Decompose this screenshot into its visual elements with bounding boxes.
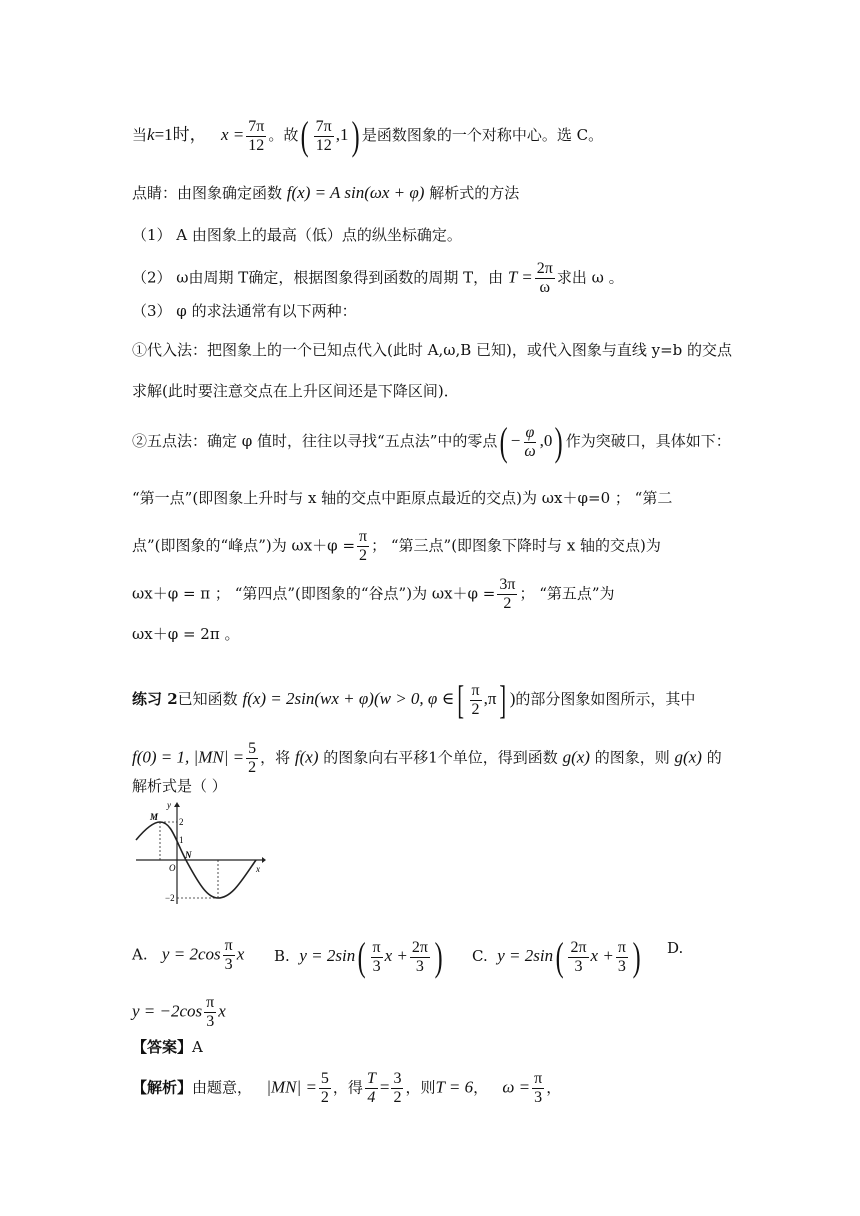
tick-1: 1 bbox=[179, 835, 184, 845]
fraction bbox=[470, 682, 482, 719]
text: 由题意， bbox=[192, 1078, 253, 1097]
fraction bbox=[246, 118, 266, 155]
math: x + bbox=[384, 946, 408, 965]
denominator: 2 bbox=[248, 759, 257, 776]
denominator: 2 bbox=[503, 595, 512, 612]
paren-right: ) bbox=[434, 934, 443, 979]
numerator: π bbox=[372, 938, 381, 956]
numerator: π bbox=[224, 937, 233, 954]
math: x bbox=[218, 1001, 226, 1021]
math: ω = bbox=[502, 1077, 531, 1097]
denominator: 2 bbox=[359, 547, 368, 564]
text: （2） ω由周期 T确定，根据图象得到函数的周期 T，由 bbox=[132, 268, 504, 287]
numerator: 5 bbox=[248, 740, 257, 757]
text: ,0 bbox=[539, 431, 553, 450]
text: 解析式的方法 bbox=[429, 184, 520, 202]
question-line-1 bbox=[132, 677, 696, 722]
denominator: 4 bbox=[367, 1089, 376, 1106]
fraction bbox=[522, 424, 537, 461]
math: y = 2sin bbox=[497, 946, 554, 965]
text: ， bbox=[473, 1078, 489, 1097]
numerator: 5 bbox=[320, 1070, 329, 1087]
math-function: f(x) = 2sin(wx + φ)(w > 0, φ ∈ bbox=[242, 689, 455, 708]
text: 作为突破口，具体如下： bbox=[565, 432, 731, 450]
denominator: ω bbox=[524, 442, 536, 460]
numerator: π bbox=[471, 681, 480, 699]
bracket-left: [ bbox=[457, 677, 465, 722]
numerator: 2π bbox=[536, 260, 553, 277]
x-label: x bbox=[256, 864, 260, 874]
denominator: 2 bbox=[320, 1089, 329, 1106]
text: 点”(即图象的“峰点”)为 ωx＋φ = bbox=[132, 536, 356, 555]
option-a[interactable] bbox=[132, 937, 244, 974]
fraction bbox=[391, 1070, 403, 1107]
fraction bbox=[223, 937, 235, 974]
option-label: B. bbox=[274, 947, 290, 965]
numerator: 3π bbox=[499, 576, 516, 593]
paren-close: ) bbox=[509, 689, 516, 708]
numerator: 7π bbox=[315, 117, 332, 135]
line-5: （3） φ 的求法通常有以下两种： bbox=[132, 302, 357, 320]
paren-left: ( bbox=[301, 113, 310, 158]
option-label: C. bbox=[472, 947, 488, 965]
denominator: 3 bbox=[617, 957, 626, 975]
fraction bbox=[246, 740, 258, 777]
text: ， bbox=[546, 1078, 562, 1097]
numerator: π bbox=[206, 994, 215, 1011]
option-d-expression bbox=[132, 994, 226, 1031]
text: 的 bbox=[706, 748, 722, 767]
text: − bbox=[510, 431, 521, 450]
fraction bbox=[568, 939, 588, 976]
paren-right: ) bbox=[632, 934, 641, 979]
math-g: g(x) bbox=[674, 747, 702, 767]
line-8 bbox=[132, 419, 731, 464]
fraction bbox=[410, 939, 430, 976]
denominator: 3 bbox=[415, 957, 424, 975]
denominator: 3 bbox=[224, 956, 233, 973]
denominator: 3 bbox=[534, 1089, 543, 1106]
text: 的图象，则 bbox=[594, 748, 670, 767]
math: y = 2sin bbox=[299, 946, 356, 965]
denominator: 2 bbox=[471, 700, 480, 718]
text: =1时， bbox=[154, 125, 207, 144]
numerator: π bbox=[534, 1070, 543, 1087]
point-M-label: M bbox=[150, 812, 159, 822]
point-N-label: N bbox=[185, 850, 192, 860]
math: |MN| = bbox=[266, 1077, 317, 1097]
text: 已知函数 bbox=[177, 690, 238, 708]
numerator: φ bbox=[525, 423, 535, 441]
line-3: （1） A 由图象上的最高（低）点的纵坐标确定。 bbox=[132, 226, 462, 244]
math: y = 2cos bbox=[161, 944, 221, 964]
question-line-2 bbox=[132, 740, 722, 777]
text: ，将 bbox=[260, 748, 291, 767]
fraction bbox=[365, 1070, 378, 1107]
line-1 bbox=[132, 113, 604, 158]
math-f: f(x) bbox=[294, 747, 319, 767]
option-c[interactable] bbox=[472, 934, 643, 979]
fraction bbox=[371, 939, 383, 976]
option-b[interactable] bbox=[274, 934, 445, 979]
numerator: π bbox=[359, 528, 368, 545]
y-label: y bbox=[167, 800, 171, 810]
math: = bbox=[379, 1077, 390, 1097]
tick-neg2: −2 bbox=[165, 893, 175, 903]
denominator: 12 bbox=[248, 136, 265, 154]
text: ,π bbox=[483, 689, 497, 708]
x-axis-arrow bbox=[262, 857, 266, 863]
math-T: T = bbox=[507, 267, 533, 287]
numerator: 2π bbox=[411, 938, 428, 956]
line-6: ①代入法：把图象上的一个已知点代入(此时 A,ω,B 已知)，或代入图象与直线 y=b 的交点 bbox=[132, 341, 733, 359]
origin-label: O bbox=[169, 863, 176, 873]
answer-value: A bbox=[192, 1038, 203, 1056]
text: ，则 bbox=[405, 1078, 436, 1097]
text: 点睛：由图象确定函数 bbox=[132, 184, 283, 202]
paren-left: ( bbox=[555, 934, 564, 979]
solution-line bbox=[132, 1070, 561, 1107]
denominator: 3 bbox=[574, 957, 583, 975]
math-condition: f(0) = 1, |MN| = bbox=[132, 747, 245, 767]
text: 的部分图象如图所示，其中 bbox=[515, 690, 696, 708]
line-10 bbox=[132, 528, 661, 565]
line-11 bbox=[132, 576, 615, 613]
y-axis-arrow bbox=[174, 802, 180, 807]
text: ； “第五点”为 bbox=[519, 584, 615, 603]
numerator: 7π bbox=[248, 117, 265, 135]
math: x bbox=[236, 944, 245, 964]
paren-left: ( bbox=[357, 934, 366, 979]
paren-right: ) bbox=[351, 113, 360, 158]
option-label: D. bbox=[667, 939, 684, 957]
math-function: f(x) = A sin(ωx + φ) bbox=[286, 183, 425, 202]
math-x: x = bbox=[220, 125, 245, 144]
text: ，得 bbox=[332, 1078, 363, 1097]
line-4 bbox=[132, 260, 624, 297]
numerator: T bbox=[366, 1070, 376, 1087]
option-label: A. bbox=[132, 945, 148, 964]
text: 的图象向右平移1个单位，得到函数 bbox=[323, 748, 558, 767]
numerator: 3 bbox=[393, 1070, 402, 1087]
text: ωx＋φ = π ； “第四点”(即图象的“谷点”)为 ωx＋φ = bbox=[132, 584, 496, 603]
numerator: π bbox=[617, 938, 626, 956]
fraction bbox=[314, 118, 334, 155]
answer-line bbox=[132, 1036, 203, 1058]
exercise-label: 练习 2 bbox=[132, 690, 178, 708]
solution-label: 【解析】 bbox=[132, 1078, 193, 1097]
fraction bbox=[532, 1070, 544, 1107]
paren-right: ) bbox=[555, 419, 564, 464]
denominator: 3 bbox=[206, 1013, 215, 1030]
line-7: 求解(此时要注意交点在上升区间还是下降区间)． bbox=[132, 382, 459, 400]
math: T = 6 bbox=[435, 1077, 474, 1097]
question-line-3: 解析式是（ ） bbox=[132, 777, 227, 795]
math: y = −2cos bbox=[132, 1001, 203, 1021]
text: ； “第三点”(即图象下降时与 x 轴的交点)为 bbox=[371, 536, 661, 555]
line-2 bbox=[132, 182, 519, 204]
math: x + bbox=[590, 946, 614, 965]
line-9: “第一点”(即图象上升时与 x 轴的交点中距原点最近的交点)为 ωx＋φ=0 ； “第二 bbox=[132, 489, 673, 507]
paren-left: ( bbox=[500, 419, 509, 464]
function-graph bbox=[132, 800, 266, 906]
denominator: ω bbox=[539, 279, 551, 296]
text: 。故 bbox=[268, 126, 299, 144]
math-k: k bbox=[147, 125, 155, 144]
bracket-right: ] bbox=[499, 677, 507, 722]
denominator: 3 bbox=[372, 957, 381, 975]
text: 是函数图象的一个对称中心。选 C。 bbox=[361, 126, 604, 144]
text: 求出 ω 。 bbox=[556, 268, 624, 287]
fraction bbox=[497, 576, 517, 613]
fraction bbox=[535, 260, 555, 297]
denominator: 12 bbox=[315, 136, 332, 154]
numerator: 2π bbox=[570, 938, 587, 956]
fraction bbox=[357, 528, 369, 565]
answer-label: 【答案】 bbox=[132, 1038, 193, 1056]
text: ,1 bbox=[335, 125, 349, 144]
fraction bbox=[616, 939, 628, 976]
denominator: 2 bbox=[393, 1089, 402, 1106]
text: ②五点法：确定 φ 值时，往往以寻找“五点法”中的零点 bbox=[132, 432, 498, 450]
tick-2: 2 bbox=[179, 817, 184, 827]
option-d[interactable] bbox=[667, 937, 683, 959]
line-12: ωx＋φ = 2π 。 bbox=[132, 625, 240, 643]
fraction bbox=[319, 1070, 331, 1107]
math-g: g(x) bbox=[562, 747, 590, 767]
text: 当 bbox=[132, 126, 148, 144]
fraction bbox=[204, 994, 216, 1031]
